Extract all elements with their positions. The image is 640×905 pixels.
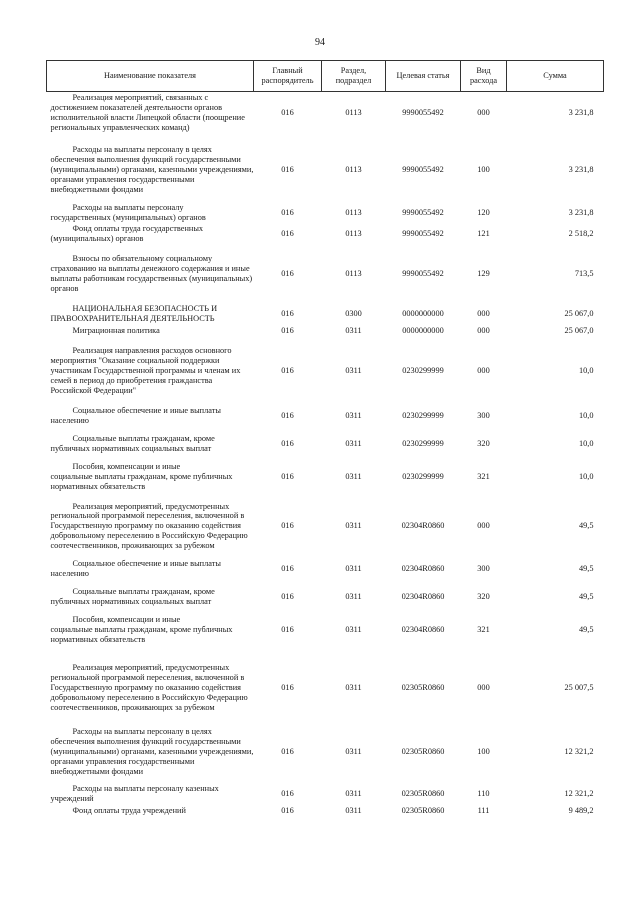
row-grbs: 016 (281, 806, 294, 816)
row-grbs: 016 (281, 107, 294, 117)
table-row (47, 805, 604, 817)
row-spacer (47, 714, 604, 726)
row-target: 9990055492 (402, 107, 444, 117)
row-kind: 100 (477, 164, 490, 174)
row-name (47, 501, 254, 553)
row-kind: 000 (477, 365, 490, 375)
row-spacer-cell (47, 337, 604, 345)
row-grbs: 016 (281, 410, 294, 420)
row-target: 02304R0860 (401, 625, 445, 635)
budget-table (46, 60, 604, 817)
row-kind: 000 (477, 309, 490, 319)
table-row (47, 202, 604, 224)
row-section: 0311 (345, 592, 362, 602)
row-sum: 10,0 (578, 471, 594, 481)
table-row (47, 726, 604, 778)
table-row (47, 223, 604, 245)
row-section: 0311 (345, 471, 362, 481)
row-name (47, 614, 254, 646)
row-name-first-line: Реализация мероприятий, предусмотренных (72, 501, 230, 511)
table-row (47, 325, 604, 337)
row-target: 0230299999 (402, 438, 444, 448)
row-spacer (47, 134, 604, 144)
header-grbs: Главный распорядитель (254, 61, 322, 92)
row-spacer (47, 397, 604, 405)
row-name-rest: (муниципальных) органов (50, 234, 144, 244)
row-name-rest: региональной программой переселения, включенной в Государственную программу по оказанию содействия добровольному переселению в Российскую Федерацию соотечественников, проживающих за рубежом (50, 511, 248, 551)
row-spacer-cell (47, 714, 604, 726)
row-section: 0113 (345, 229, 362, 239)
row-name (47, 805, 254, 817)
table-row (47, 144, 604, 196)
row-name (47, 662, 254, 714)
row-kind: 110 (477, 789, 490, 799)
header-section: Раздел, подраздел (322, 61, 386, 92)
row-name-first-line: НАЦИОНАЛЬНАЯ БЕЗОПАСНОСТЬ И (72, 304, 218, 314)
row-name-rest: обеспечения выполнения функций государственными (муниципальными) органами, казенными учреждениями, органами управления государственными внебюджетными фондами (50, 154, 254, 194)
row-section: 0113 (345, 207, 362, 217)
row-grbs: 016 (281, 471, 294, 481)
row-sum: 713,5 (574, 269, 594, 279)
row-name-rest: мероприятия "Оказание социальной поддержки участникам Государственной программы и членам их семей в период до приобретения гражданства Российской Федерации" (50, 356, 241, 395)
row-sum: 12 321,2 (564, 746, 594, 756)
row-grbs: 016 (281, 592, 294, 602)
row-name-first-line: Фонд оплаты труда государственных (72, 224, 204, 234)
row-name-first-line: Социальное обеспечение и иные выплаты (72, 559, 221, 569)
row-target: 02305R0860 (401, 682, 445, 692)
row-kind: 120 (477, 207, 490, 217)
row-name-rest: достижением показателей деятельности органов исполнительной власти Липецкой области (поощрение региональных управленческих команд) (50, 102, 245, 132)
row-name-rest: ПРАВООХРАНИТЕЛЬНАЯ ДЕЯТЕЛЬНОСТЬ (50, 314, 215, 324)
table-row (47, 662, 604, 714)
table-row (47, 783, 604, 805)
row-target: 02305R0860 (401, 746, 445, 756)
row-name-first-line: Реализация направления расходов основного (72, 346, 232, 356)
table-row (47, 461, 604, 493)
row-section: 0311 (345, 625, 362, 635)
row-name-first-line: Реализация мероприятий, предусмотренных (72, 662, 230, 672)
row-target: 9990055492 (402, 164, 444, 174)
row-name-rest: социальные выплаты гражданам, кроме публичных нормативных обязательств (50, 625, 233, 644)
row-target: 02305R0860 (401, 789, 445, 799)
table-row (47, 345, 604, 397)
row-target: 9990055492 (402, 229, 444, 239)
row-target: 02304R0860 (401, 521, 445, 531)
row-name-rest: учреждений (50, 794, 94, 804)
row-spacer (47, 245, 604, 253)
row-sum: 49,5 (578, 592, 594, 602)
row-name-first-line: Фонд оплаты труда учреждений (72, 806, 186, 816)
page-number: 94 (315, 37, 325, 48)
table-header-row (47, 61, 604, 92)
row-section: 0311 (345, 682, 362, 692)
table-row (47, 586, 604, 608)
row-grbs: 016 (281, 326, 294, 336)
row-spacer-cell (47, 397, 604, 405)
row-sum: 9 489,2 (568, 806, 594, 816)
row-name (47, 461, 254, 493)
table-row (47, 433, 604, 455)
row-kind: 321 (477, 471, 490, 481)
row-name (47, 726, 254, 778)
row-name-first-line: Взносы по обязательному социальному (72, 254, 213, 264)
row-sum: 12 321,2 (564, 789, 594, 799)
row-kind: 111 (477, 806, 490, 816)
row-section: 0113 (345, 107, 362, 117)
row-sum: 10,0 (578, 410, 594, 420)
row-name-rest: страхованию на выплаты денежного содержания и иные выплаты работникам государственных (муниципальных) органов (50, 264, 253, 294)
row-grbs: 016 (281, 164, 294, 174)
row-name-first-line: Расходы на выплаты персоналу в целях (72, 726, 212, 736)
row-sum: 3 231,8 (568, 107, 594, 117)
row-section: 0311 (345, 789, 362, 799)
row-name-first-line: Социальные выплаты гражданам, кроме (72, 587, 215, 597)
row-name (47, 253, 254, 295)
row-target: 9990055492 (402, 269, 444, 279)
row-spacer (47, 295, 604, 303)
table-row (47, 614, 604, 646)
row-sum: 10,0 (578, 438, 594, 448)
row-grbs: 016 (281, 625, 294, 635)
row-spacer-cell (47, 646, 604, 662)
row-section: 0311 (345, 326, 362, 336)
row-name-first-line: Пособия, компенсации и иные (72, 615, 181, 625)
row-name (47, 92, 254, 134)
row-sum: 49,5 (578, 625, 594, 635)
row-spacer-cell (47, 134, 604, 144)
row-name (47, 202, 254, 224)
table-body (47, 92, 604, 818)
row-name-rest: государственных (муниципальных) органов (50, 212, 206, 222)
row-kind: 121 (477, 229, 490, 239)
row-name-first-line: Пособия, компенсации и иные (72, 461, 181, 471)
row-grbs: 016 (281, 682, 294, 692)
row-section: 0300 (345, 309, 362, 319)
table-row (47, 558, 604, 580)
row-name-first-line: Реализация мероприятий, связанных с (72, 93, 209, 102)
row-sum: 10,0 (578, 365, 594, 375)
row-kind: 300 (477, 410, 490, 420)
row-target: 0230299999 (402, 471, 444, 481)
row-name-first-line: Социальные выплаты гражданам, кроме (72, 433, 215, 443)
row-name (47, 303, 254, 325)
row-sum: 3 231,8 (568, 207, 594, 217)
row-name (47, 144, 254, 196)
row-spacer (47, 646, 604, 662)
row-grbs: 016 (281, 309, 294, 319)
row-sum: 2 518,2 (568, 229, 594, 239)
row-grbs: 016 (281, 207, 294, 217)
row-section: 0311 (345, 806, 362, 816)
row-target: 02304R0860 (401, 592, 445, 602)
header-target: Целевая статья (386, 61, 461, 92)
table-row (47, 92, 604, 134)
row-name-first-line: Миграционная политика (72, 326, 160, 336)
row-name (47, 405, 254, 427)
table-row (47, 303, 604, 325)
table-row (47, 253, 604, 295)
row-name-rest: региональной программой переселения, включенной в Государственную программу по оказанию содействия добровольному переселению в Российскую Федерацию соотечественников, проживающих за рубежом (50, 672, 248, 712)
row-grbs: 016 (281, 269, 294, 279)
row-spacer-cell (47, 295, 604, 303)
row-name-rest: публичных нормативных социальных выплат (50, 443, 212, 453)
row-section: 0311 (345, 564, 362, 574)
row-kind: 300 (477, 564, 490, 574)
row-section: 0311 (345, 410, 362, 420)
row-section: 0113 (345, 164, 362, 174)
row-kind: 321 (477, 625, 490, 635)
row-target: 0000000000 (402, 326, 444, 336)
row-name-rest: населению (50, 569, 89, 579)
row-spacer (47, 493, 604, 501)
row-name-first-line: Расходы на выплаты персоналу (72, 202, 184, 212)
row-target: 0230299999 (402, 410, 444, 420)
row-name (47, 586, 254, 608)
row-name (47, 433, 254, 455)
row-sum: 25 007,5 (564, 682, 594, 692)
row-section: 0311 (345, 521, 362, 531)
row-name (47, 325, 254, 337)
row-name (47, 223, 254, 245)
row-spacer-cell (47, 493, 604, 501)
row-target: 9990055492 (402, 207, 444, 217)
row-grbs: 016 (281, 564, 294, 574)
row-sum: 3 231,8 (568, 164, 594, 174)
row-target: 02305R0860 (401, 806, 445, 816)
row-grbs: 016 (281, 365, 294, 375)
header-sum: Сумма (507, 61, 604, 92)
row-sum: 49,5 (578, 521, 594, 531)
row-name-first-line: Социальное обеспечение и иные выплаты (72, 405, 221, 415)
row-grbs: 016 (281, 746, 294, 756)
row-target: 0230299999 (402, 365, 444, 375)
header-kind: Вид расхода (461, 61, 507, 92)
row-name (47, 783, 254, 805)
row-target: 0000000000 (402, 309, 444, 319)
row-kind: 000 (477, 107, 490, 117)
row-grbs: 016 (281, 789, 294, 799)
row-spacer-cell (47, 245, 604, 253)
row-name-first-line: Расходы на выплаты персоналу в целях (72, 144, 212, 154)
row-name-rest: публичных нормативных социальных выплат (50, 597, 212, 607)
row-section: 0311 (345, 746, 362, 756)
row-name (47, 345, 254, 397)
row-kind: 100 (477, 746, 490, 756)
row-sum: 49,5 (578, 564, 594, 574)
row-grbs: 016 (281, 521, 294, 531)
row-name-rest: социальные выплаты гражданам, кроме публичных нормативных обязательств (50, 471, 233, 491)
row-kind: 320 (477, 438, 490, 448)
row-section: 0311 (345, 365, 362, 375)
table-row (47, 501, 604, 553)
row-name-rest: обеспечения выполнения функций государственными (муниципальными) органами, казенными учреждениями, органами управления государственными внебюджетными фондами (50, 736, 254, 776)
row-kind: 000 (477, 682, 490, 692)
header-name: Наименование показателя (47, 61, 254, 92)
row-sum: 25 067,0 (564, 309, 594, 319)
row-kind: 000 (477, 521, 490, 531)
row-grbs: 016 (281, 229, 294, 239)
row-kind: 129 (477, 269, 490, 279)
row-sum: 25 067,0 (564, 326, 594, 336)
row-section: 0113 (345, 269, 362, 279)
row-kind: 000 (477, 326, 490, 336)
row-kind: 320 (477, 592, 490, 602)
row-name-rest: населению (50, 415, 89, 425)
table-row (47, 405, 604, 427)
row-name (47, 558, 254, 580)
row-section: 0311 (345, 438, 362, 448)
row-grbs: 016 (281, 438, 294, 448)
row-spacer (47, 337, 604, 345)
row-target: 02304R0860 (401, 564, 445, 574)
row-name-first-line: Расходы на выплаты персоналу казенных (72, 784, 219, 794)
